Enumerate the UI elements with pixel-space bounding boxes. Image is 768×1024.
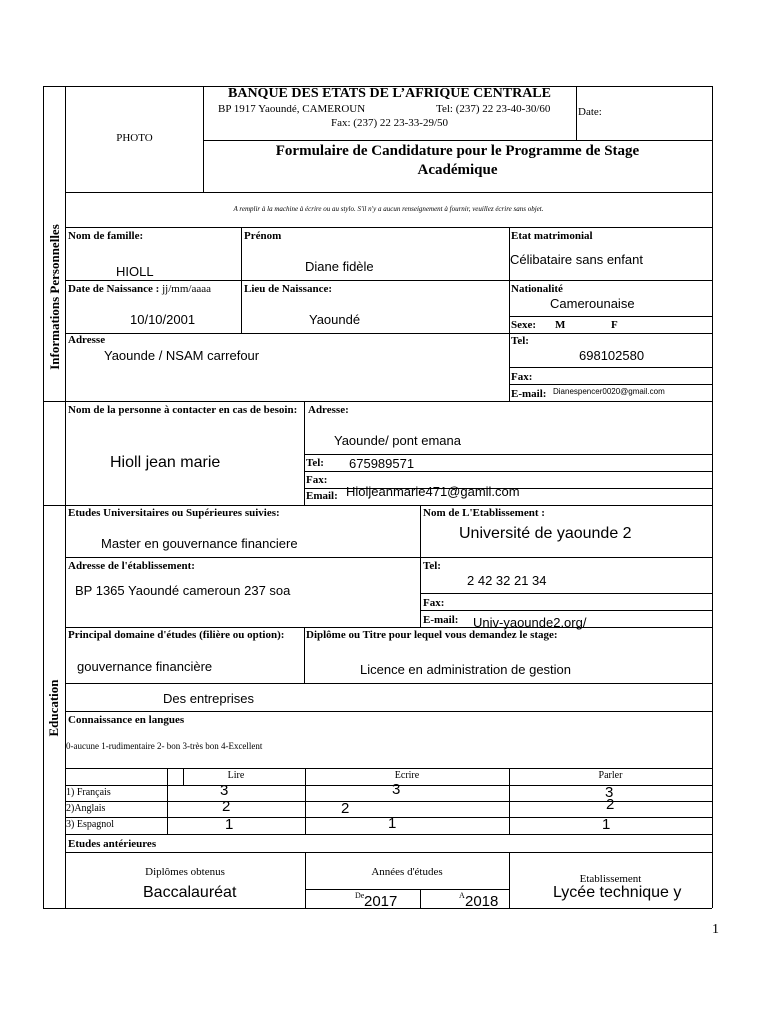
prev-school-value[interactable]: Lycée technique y: [553, 884, 682, 901]
first-name-label: Prénom: [244, 230, 282, 242]
lang-lire-value[interactable]: 1: [225, 816, 234, 833]
address-label: Adresse: [68, 334, 106, 346]
bank-address: BP 1917 Yaoundé, CAMEROUN: [218, 103, 366, 115]
contact-email-value[interactable]: Hioljeanmarie471@gamil.com: [346, 484, 520, 499]
lang-ecrire-value[interactable]: 1: [388, 815, 397, 832]
prev-diploma-value[interactable]: Baccalauréat: [143, 884, 237, 901]
address-value[interactable]: Yaounde / NSAM carrefour: [104, 348, 260, 363]
lang-parler-value[interactable]: 3: [605, 784, 614, 801]
languages-label: Connaissance en langues: [68, 714, 185, 726]
lang-lire-value[interactable]: 2: [222, 798, 231, 815]
lang-name: 2)Anglais: [66, 803, 106, 814]
contact-tel-value[interactable]: 675989571: [349, 456, 415, 471]
email-label: E-mail:: [511, 388, 547, 400]
marital-status-value[interactable]: Célibataire sans enfant: [510, 252, 643, 267]
school-tel-label: Tel:: [423, 560, 441, 572]
contact-email-label: Email:: [306, 490, 338, 502]
sex-option-f[interactable]: F: [611, 319, 618, 331]
section-label-personal: Informations Personnelles: [47, 224, 62, 370]
year-to-label: A: [459, 891, 465, 900]
nationality-label: Nationalité: [511, 283, 563, 295]
birth-date-label-text: Date de Naissance :: [68, 283, 163, 295]
school-fax-label: Fax:: [423, 597, 445, 609]
contact-address-value[interactable]: Yaounde/ pont emana: [334, 433, 461, 448]
lang-parler-value[interactable]: 2: [606, 796, 615, 813]
form-title-line-1: Formulaire de Candidature pour le Programme de Stage: [275, 143, 640, 159]
lang-header-ecrire: Ecrire: [394, 770, 420, 781]
birth-place-label: Lieu de Naissance:: [244, 283, 332, 295]
sex-label: Sexe:: [511, 319, 537, 331]
birth-date-value[interactable]: 10/10/2001: [130, 312, 196, 327]
bank-fax: Fax: (237) 22 23-33-29/50: [330, 117, 448, 129]
date-label: Date:: [578, 106, 602, 118]
domain-extra-value[interactable]: Des entreprises: [163, 691, 255, 706]
bank-name: BANQUE DES ETATS DE L’AFRIQUE CENTRALE: [228, 86, 551, 101]
contact-tel-label: Tel:: [306, 457, 324, 469]
family-name-label: Nom de famille:: [68, 230, 144, 242]
languages-scale: 0-aucune 1-rudimentaire 2- bon 3-très bon 4-Excellent: [66, 741, 263, 751]
marital-status-label: Etat matrimonial: [511, 230, 593, 242]
contact-fax-label: Fax:: [306, 474, 328, 486]
photo-placeholder: PHOTO: [116, 132, 153, 144]
school-email-label: E-mail:: [423, 614, 459, 626]
school-address-label: Adresse de l'établissement:: [68, 560, 195, 572]
lang-header-parler: Parler: [598, 770, 623, 781]
school-address-value[interactable]: BP 1365 Yaoundé cameroun 237 soa: [75, 583, 291, 598]
lang-lire-value[interactable]: 3: [220, 782, 229, 799]
lang-ecrire-value[interactable]: 2: [341, 800, 350, 817]
first-name-value[interactable]: Diane fidèle: [305, 259, 374, 274]
prev-header-school: Etablissement: [579, 873, 642, 885]
page-number: 1: [712, 922, 719, 937]
email-value[interactable]: Dianespencer0020@gmail.com: [553, 387, 665, 396]
family-name-value[interactable]: HIOLL: [116, 264, 154, 279]
studies-value[interactable]: Master en gouvernance financiere: [101, 536, 298, 551]
form-instructions: A remplir à la machine à écrire ou au stylo. S'il n'y a aucun renseignement à fournir, veuillez écrire sans objet.: [233, 205, 544, 213]
school-tel-value[interactable]: 2 42 32 21 34: [467, 573, 547, 588]
lang-name: 1) Français: [66, 787, 111, 798]
birth-date-format: jj/mm/aaaa: [162, 283, 211, 295]
contact-name-value[interactable]: Hioll jean marie: [110, 454, 221, 471]
year-to-value[interactable]: 2018: [465, 893, 499, 910]
studies-label: Etudes Universitaires ou Supérieures suivies:: [68, 507, 280, 519]
bank-tel: Tel: (237) 22 23-40-30/60: [436, 103, 551, 115]
tel-value[interactable]: 698102580: [579, 348, 645, 363]
contact-name-label: Nom de la personne à contacter en cas de besoin:: [68, 404, 298, 416]
contact-address-label: Adresse:: [308, 404, 349, 416]
lang-name: 3) Espagnol: [66, 819, 115, 830]
year-from-label: De: [355, 891, 365, 900]
sex-option-m[interactable]: M: [555, 319, 566, 331]
birth-date-label: [68, 283, 211, 295]
tel-label: Tel:: [511, 335, 529, 347]
domain-label: Principal domaine d'études (filière ou option):: [68, 629, 285, 641]
diploma-label: Diplôme ou Titre pour lequel vous demandez le stage:: [306, 629, 558, 641]
nationality-value[interactable]: Camerounaise: [550, 296, 635, 311]
fax-label: Fax:: [511, 371, 533, 383]
year-from-value[interactable]: 2017: [364, 893, 398, 910]
form-title-line-2: Académique: [417, 162, 498, 178]
school-name-value[interactable]: Université de yaounde 2: [459, 525, 632, 542]
school-name-label: Nom de L'Etablissement :: [423, 507, 545, 519]
lang-parler-value[interactable]: 1: [602, 816, 611, 833]
prev-header-years: Années d'études: [371, 866, 443, 878]
lang-header-lire: Lire: [227, 770, 245, 781]
section-label-education: Education: [46, 679, 61, 737]
form-title: [203, 142, 712, 180]
previous-studies-label: Etudes antérieures: [68, 838, 157, 850]
school-email-value[interactable]: Univ-yaounde2.org/: [473, 615, 587, 630]
domain-value[interactable]: gouvernance financière: [77, 659, 213, 674]
birth-place-value[interactable]: Yaoundé: [309, 312, 361, 327]
lang-ecrire-value[interactable]: 3: [392, 781, 401, 798]
prev-header-diplomas: Diplômes obtenus: [145, 866, 225, 878]
diploma-value[interactable]: Licence en administration de gestion: [360, 662, 572, 677]
